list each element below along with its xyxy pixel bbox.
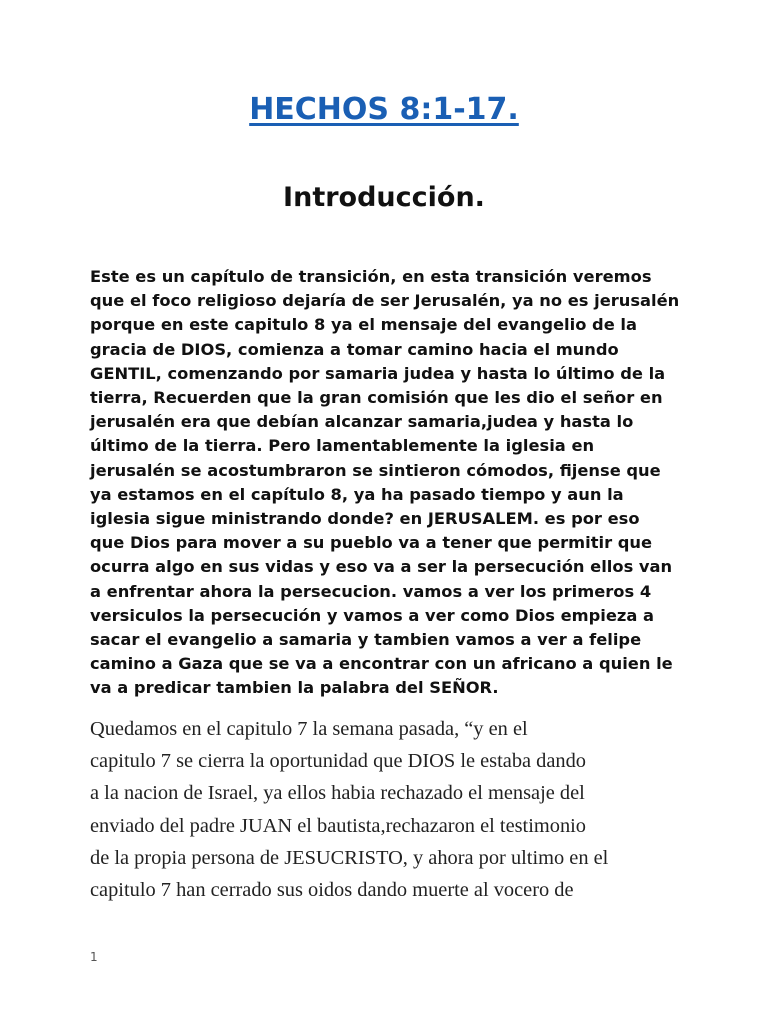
section-heading: Introducción. — [283, 182, 485, 213]
intro-paragraph: Este es un capítulo de transición, en esta transición veremos que el foco religioso dejaría de ser Jerusalén, ya no es jerusalén porque en este capitulo 8 ya el mensaje del evangelio de la gracia de DIOS, comienza a tomar camino hacia el mundo GENTIL, comenzando por samaria judea y hasta lo último de la tierra, Recuerden que la gran comisión que les dio el señor en jerusalén era que debían alcanzar samaria,judea y hasta lo último de la tierra. Pero lamentablemente la iglesia en jerusalén se acostumbraron se sintieron cómodos, fijense que ya estamos en el capítulo 8, ya ha pasado tiempo y aun la iglesia sigue ministrando donde? en JERUSALEM. es por eso que Dios para mover a su pueblo va a tener que permitir que ocurra algo en sus vidas y eso va a ser la persecución ellos van a enfrentar ahora la persecucion. vamos a ver los primeros 4 versiculos la persecución y vamos a ver como Dios empieza a sacar el evangelio a samaria y tambien vamos a ver a felipe camino a Gaza que se va a encontrar con un africano a quien le va a predicar tambien la palabra del SEÑOR. — [90, 267, 680, 698]
document-title: HECHOS 8:1-17. — [249, 92, 519, 127]
page-number: 1 — [90, 950, 98, 964]
body-paragraph: Quedamos en el capitulo 7 la semana pasada, “y en el capitulo 7 se cierra la oportunidad que DIOS le estaba dando a la nacion de Israel, ya ellos habia rechazado el mensaje del enviado del padre JUAN el bautista,rechazaron el testimonio de la propia persona de JESUCRISTO, y ahora por ultimo en el capitulo 7 han cerrado sus oidos dando muerte al vocero de — [90, 718, 609, 902]
